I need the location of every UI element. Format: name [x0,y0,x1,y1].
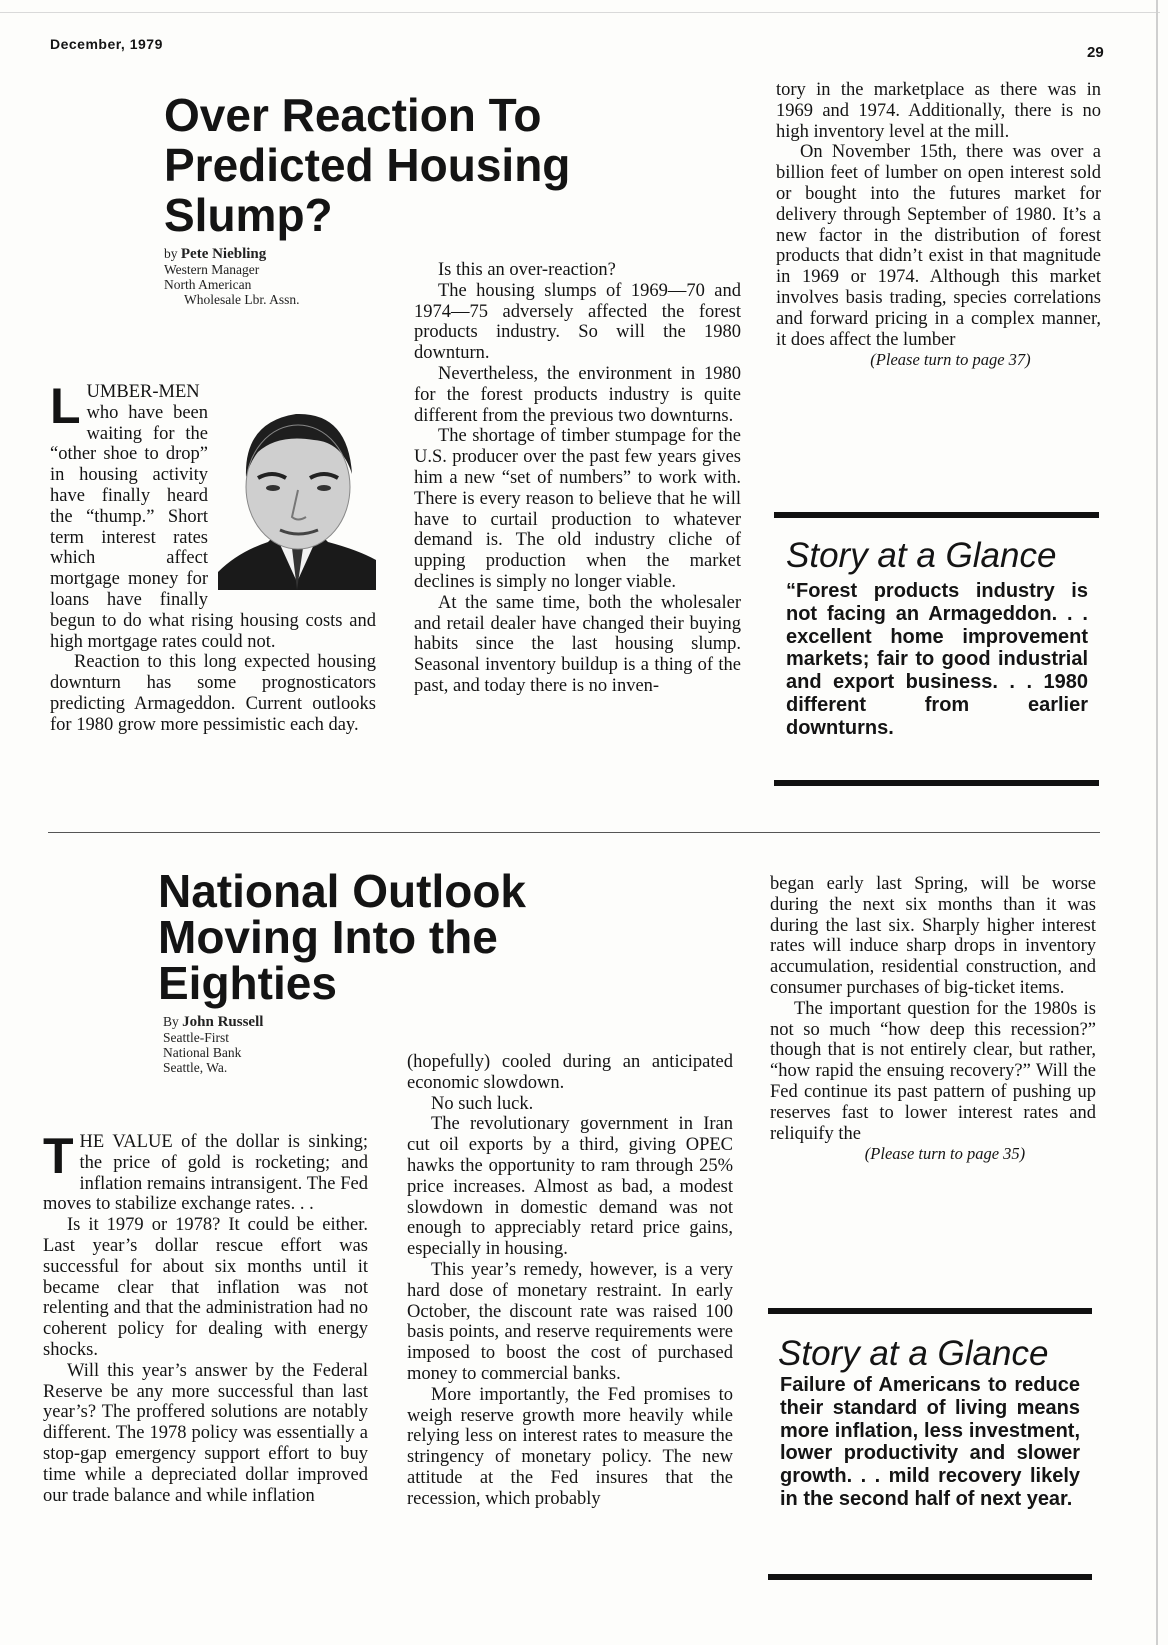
article1-column-3 [776,80,1101,371]
article1-byline [164,246,354,307]
article2-byline [163,1014,363,1075]
paragraph: The shortage of timber stumpage for the U.S. producer over the past few years gives him a new “set of numbers” to work with. There is every reason to believe that he will have to curtail production to whatever demand is. The old industry cliche of upping production when the market declines is simply no longer viable. [414,426,741,592]
author-org-2: Wholesale Lbr. Assn. [184,292,300,307]
author-org: Seattle-First [163,1030,229,1045]
paragraph: More importantly, the Fed promises to weigh reserve growth more heavily while relying less on interest rates to measure the stringency of monetary policy. The new attitude at the Fed insures that the recession, which probably [407,1384,733,1509]
paragraph-text: UMBER-MEN who have been waiting for the “other shoe to drop” in housing activity have finally heard the “thump.” Short term interest rates which affect mortgage money for loans have finally begun to do what rising housing costs and high mortgage rates could not. [50,382,376,652]
article2-title: National Outlook Moving Into the Eighties [158,865,526,1009]
article1-column-1 [50,378,376,736]
author-org-2: National Bank [163,1045,242,1060]
glance-title: Story at a Glance [786,536,1057,575]
author-portrait [218,382,376,590]
scan-right-edge [1156,0,1158,1645]
paragraph: Nevertheless, the environment in 1980 for the forest products industry is quite different from the previous two downturns. [414,363,741,426]
paragraph: began early last Spring, will be worse during the next six months than it was during the last six. Sharply higher interest rates will induce sharp drops in inventory accumulation, residential construction, and consumer purchases of big-ticket items. [770,874,1096,998]
paragraph: At the same time, both the wholesaler and retail dealer have changed their buying habits since the last housing slump. Seasonal inventory buildup is a thing of the past, and today there is no inven- [414,592,741,696]
byline-prefix: By [163,1014,179,1029]
article1-column-2 [414,260,741,697]
glance-rule-bottom [768,1574,1092,1580]
paragraph: On November 15th, there was over a billion feet of lumber on open interest sold or bought into the futures market for delivery through September of 1980. It’s a new factor in the distribution of forest products that didn’t exist in that magnitude in 1969 or 1974. Although this market involves basis trading, species correlations and forward pricing in a complex manner, it does affect the lumber [776,142,1101,350]
author-org: North American [164,277,252,292]
author-title: Western Manager [164,262,260,277]
page-number: 29 [1087,44,1104,61]
paragraph: The revolutionary government in Iran cut oil exports by a third, giving OPEC hawks the opportunity to ram through 25% price increases. Almost as bad, a modest slowdown in domestic demand was not enough to appreciably retard price gains, especially in housing. [407,1114,733,1260]
glance-title: Story at a Glance [778,1334,1049,1373]
paragraph: tory in the marketplace as there was in 1969 and 1974. Additionally, there is no high inventory level at the mill. [776,80,1101,142]
scan-top-edge [0,12,1160,13]
paragraph [43,1128,368,1215]
drop-cap: T [43,1128,74,1184]
glance-rule-top [774,512,1099,518]
continued-note: (Please turn to page 35) [864,1144,1026,1164]
paragraph: (hopefully) cooled during an anticipated economic slowdown. [407,1052,733,1093]
paragraph: Will this year’s answer by the Federal Reserve be any more successful than last year’s? The proffered solutions are notably different. The 1978 policy was essentially a stop-gap emergency support effort to buy time while a depreciated dollar improved our trade balance and while inflation [43,1360,368,1506]
paragraph: No such luck. [431,1093,534,1114]
paragraph: The important question for the 1980s is not so much “how deep this recession?” though that is not entirely clear, but rather, “how rapid the ensuing recovery?” Will the Fed continue its past pattern of pushing up reserves fast to lower interest rates and reliquify the [770,998,1096,1144]
paragraph-text: HE VALUE of the dollar is sinking; the price of gold is rocketing; and inflation remains intransigent. The Fed moves to stabilize exchange rates. . . [43,1132,368,1215]
drop-cap: L [50,378,81,434]
article2-column-3 [770,874,1096,1165]
article-divider [48,832,1100,833]
article2-column-2 [407,1052,733,1510]
glance-summary: “Forest products industry is not facing an Armageddon. . . excellent home improvement markets; fair to good industrial and export business. . . 1980 different from earlier downturns. [786,580,1088,739]
paragraph: Reaction to this long expected housing downturn has some prognosticators predicting Armageddon. Current outlooks for 1980 grow more pessimistic each day. [50,652,376,735]
glance-rule-bottom [774,780,1099,786]
byline-prefix: by [164,246,178,261]
author-name: John Russell [182,1014,264,1030]
author-location: Seattle, Wa. [163,1060,228,1075]
paragraph: Is it 1979 or 1978? It could be either. Last year’s dollar rescue effort was successful for about six months until it became clear that inflation was not relenting and that the administration had no coherent policy for dealing with energy shocks. [43,1215,368,1360]
paragraph: This year’s remedy, however, is a very hard dose of monetary restraint. In early October, the discount rate was raised 100 basis points, and reserve requirements were imposed to boost the cost of purchased money to commercial banks. [407,1259,733,1384]
article1-title: Over Reaction To Predicted Housing Slump? [164,89,571,241]
glance-summary: Failure of Americans to reduce their standard of living means more inflation, less investment, lower productivity and slower growth. . . mild recovery likely in the second half of next year. [780,1374,1080,1510]
issue-date: December, 1979 [50,36,163,52]
article2-column-1 [43,1128,368,1506]
author-name: Pete Niebling [180,246,267,262]
continued-note: (Please turn to page 37) [870,350,1031,370]
paragraph: Is this an over-reaction? [438,260,616,280]
paragraph: The housing slumps of 1969—70 and 1974—75 adversely affected the forest products industry. So will the 1980 downturn. [414,280,741,364]
glance-rule-top [768,1308,1092,1314]
